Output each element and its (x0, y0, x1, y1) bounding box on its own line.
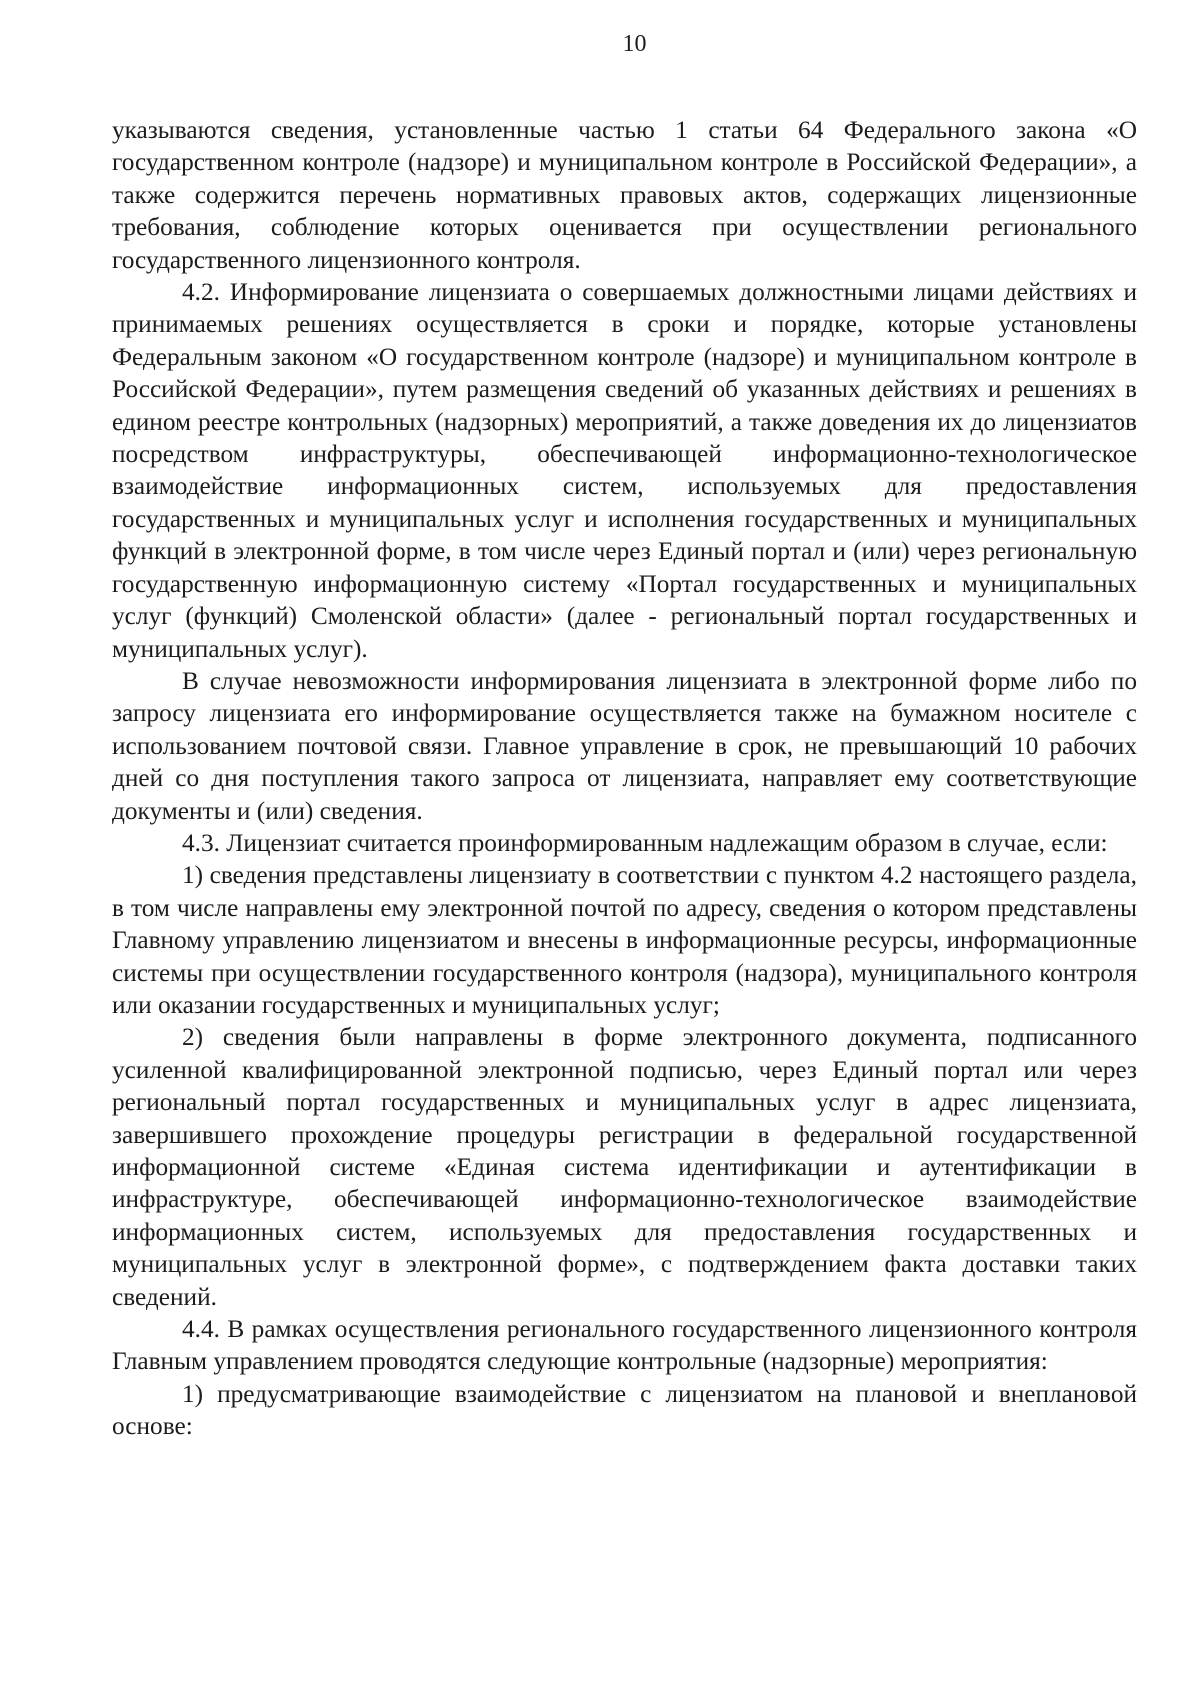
list-item-4-3-1: 1) сведения представлены лицензиату в соответствии с пунктом 4.2 настоящего раздела, в том числе направлены ему электронной почтой по адресу, сведения о котором представлены Главному управлению лицензиатом и внесены в информационные ресурсы, информационные системы при осуществлении государственного контроля (надзора), муниципального контроля или оказании государственных и муниципальных услуг; (112, 861, 1137, 1019)
list-item-4-4-1: 1) предусматривающие взаимодействие с лицензиатом на плановой и внеплановой основе: (112, 1379, 1137, 1441)
paragraph-paper-notification: В случае невозможности информирования лицензиата в электронной форме либо по запросу лицензиата его информирование осуществляется также на бумажном носителе с использованием почтовой связи. Главное управление в срок, не превышающий 10 рабочих дней со дня поступления такого запроса от лицензиата, направляет ему соответствующие документы и (или) сведения. (112, 666, 1137, 825)
paragraph-intro-continuation: указываются сведения, установленные частью 1 статьи 64 Федерального закона «О государственном контроле (надзоре) и муниципальном контроле в Российской Федерации», а также содержится перечень нормативных правовых актов, содержащих лицензионные требования, соблюдение которых оценивается при осуществлении регионального государственного лицензионного контроля. (112, 116, 1137, 274)
paragraph-4-3: 4.3. Лицензиат считается проинформированным надлежащим образом в случае, если: (182, 828, 1108, 857)
list-item-4-3-2: 2) сведения были направлены в форме электронного документа, подписанного усиленной квалифицированной электронной подписью, через Единый портал или через региональный портал государственных и муниципальных услуг в адрес лицензиата, завершившего прохождение процедуры регистрации в федеральной государственной информационной системе «Единая система идентификации и аутентификации в инфраструктуре, обеспечивающей информационно-технологическое взаимодействие информационных систем, используемых для предоставления государственных и муниципальных услуг в электронной форме», с подтверждением факта доставки таких сведений. (112, 1023, 1137, 1311)
paragraph-4-2: 4.2. Информирование лицензиата о совершаемых должностными лицами действиях и принимаемых решениях осуществляется в сроки и порядке, которые установлены Федеральным законом «О государственном контроле (надзоре) и муниципальном контроле в Российской Федерации», путем размещения сведений об указанных действиях и решениях в едином реестре контрольных (надзорных) мероприятий, а также доведения их до лицензиатов посредством инфраструктуры, обеспечивающей информационно-технологическое взаимодействие информационных систем, используемых для предоставления государственных и муниципальных услуг и исполнения государственных и муниципальных функций в электронной форме, в том числе через Единый портал и (или) через региональную государственную информационную систему «Портал государственных и муниципальных услуг (функций) Смоленской области» (далее - региональный портал государственных и муниципальных услуг). (112, 278, 1137, 663)
paragraph-4-4: 4.4. В рамках осуществления регионального государственного лицензионного контроля Главным управлением проводятся следующие контрольные (надзорные) мероприятия: (112, 1315, 1137, 1376)
page-number: 10 (622, 31, 647, 57)
